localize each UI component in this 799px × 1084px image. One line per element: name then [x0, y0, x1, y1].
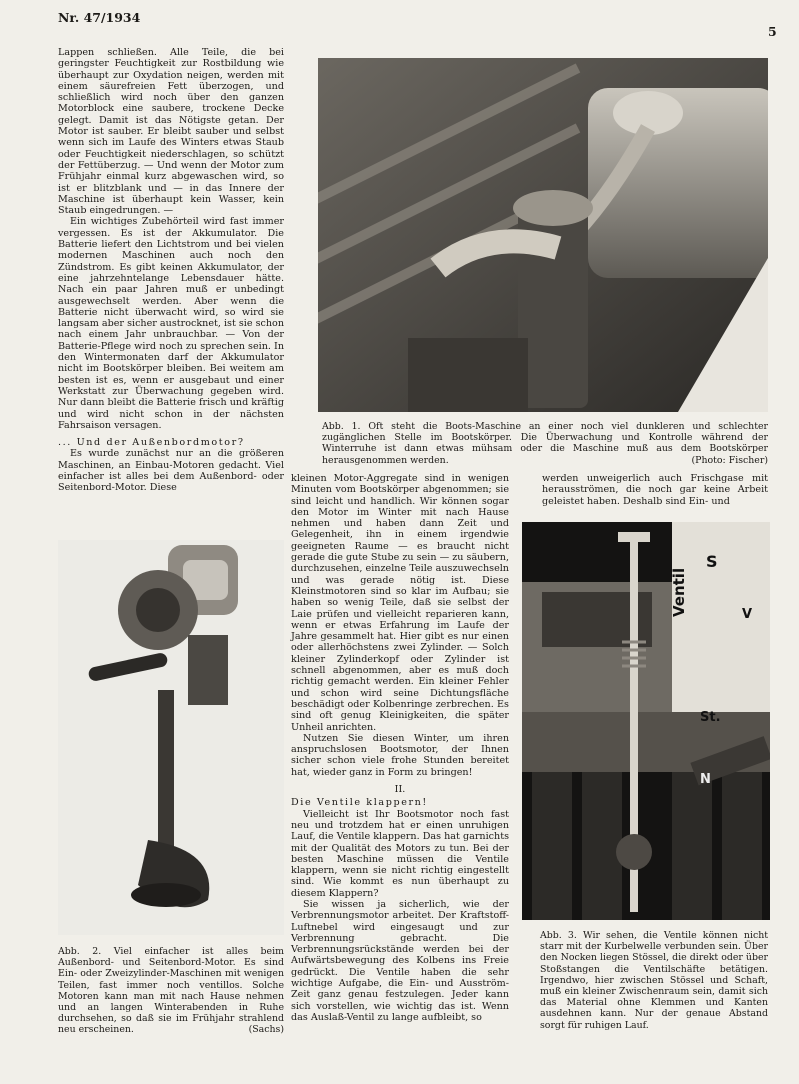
caption-text: Abb. 2. Viel einfacher ist alles beim Außenbord- und Seitenbord-Motor. Es sind Ein- oder Zweizylinder-Maschinen mit wenigen Teilen, fast immer noch ventillos. Solche Motoren kann man mit nach Hause nehmen und an langen Winterabenden in Ruhe durchsehen, so daß sie im Frühjahr strahlend neu erscheinen. — [58, 946, 284, 1036]
column-2 — [291, 473, 509, 1023]
paragraph: kleinen Motor-Aggregate sind in wenigen Minuten vom Bootskörper abgenommen; sie sind leicht und handlich. Wir können sogar den Motor im Winter mit nach Hause nehmen und haben dann Zeit und Gelegenheit, ihn in einem irgendwie geeigneten Raume — es braucht nicht gerade die gute Stube zu sein — zu säubern, durchzusehen, einzelne Teile auszuwechseln und was gerade nötig ist. Diese Kleinstmotoren sind so klar im Aufbau; sie haben so wenig Teile, daß sie selbst der Laie prüfen und vielleicht reparieren kann, wenn er etwas Erfahrung im Laufe der Jahre gesammelt hat. Hier gibt es nur einen oder allerhöchstens zwei Zylinder. — Solch kleiner Zylinderkopf oder Zylinder ist schnell abgenommen, aber es muß doch richtig gemacht werden. Ein kleiner Fehler und schon wird seine Dichtungsfläche beschädigt oder Kolbenringe zerbrechen. Es sind oft genug Kleinigkeiten, die später Unheil anrichten. — [291, 473, 509, 733]
caption-text: Abb. 3. Wir sehen, die Ventile können nicht starr mit der Kurbelwelle verbunden sein. Über den Nocken liegen Stössel, die direkt oder über Stoßstangen die Ventilschäfte betätigen. Irgendwo, hier zwischen Stössel und Schaft, muß ein kleiner Zwischenraum sein, damit sich das Material ohne Klemmen und Kanten ausdehnen kann. Nur der genaue Abstand sorgt für ruhigen Lauf. — [540, 930, 768, 1031]
section-heading: Die Ventile klappern! — [291, 797, 428, 809]
photo-credit: (Sachs) — [248, 1024, 284, 1036]
issue-number: Nr. 47/1934 — [58, 10, 141, 25]
section-number: II. — [394, 784, 406, 796]
label-s: S — [706, 552, 718, 571]
outboard-motor-photo — [58, 540, 284, 935]
paragraph: Ein wichtiges Zubehörteil wird fast immer vergessen. Es ist der Akkumulator. Die Batterie liefert den Lichtstrom und bei vielen modernen Maschinen auch noch den Zündstrom. Es gibt keinen Akkumulator, der eine jahrzehntelange Lebensdauer hätte. Nach ein paar Jahren muß er unbedingt ausgewechselt werden. Aber wenn die Batterie nicht überwacht wird, so wird sie langsam aber sicher austrocknet, ist sie schon nach einem Jahr unbrauchbar. — Von der Batterie-Pflege wird noch zu sprechen sein. In den Wintermonaten darf der Akkumulator nicht im Bootskörper bleiben. Bei weitem am besten ist es, wenn er ausgebaut und einer Werkstatt zur Überwachung gegeben wird. Nur dann bleibt die Batterie frisch und kräftig und wird nicht schon in der nächsten Fahrsaison versagen. — [58, 216, 285, 431]
label-ventil: Ventil — [670, 567, 688, 617]
engine-photo — [318, 58, 768, 412]
paragraph: Lappen schließen. Alle Teile, die bei geringster Feuchtigkeit zur Rostbildung wie überhaupt zur Oxydation neigen, werden mit einem säurefreien Fett überzogen, und schließlich wird noch über den ganzen Motorblock eine saubere, trockene Decke gelegt. Damit ist das Nötigste getan. Der Motor ist sauber. Er bleibt sauber und selbst wenn sich im Laufe des Winters etwas Staub oder Feuchtigkeit niederschlagen, so schützt der Fettüberzug. — Und wenn der Motor zum Frühjahr einmal kurz abgewaschen wird, so ist er blitzblank und — in das Innere der Maschine ist überhaupt kein Wasser, kein Staub eingedrungen. — — [58, 47, 284, 217]
photo-credit: (Photo: Fischer) — [691, 454, 768, 466]
column-1 — [58, 47, 284, 494]
figure-2-caption — [58, 946, 284, 1036]
column-3 — [542, 473, 768, 507]
engine-photo-illustration — [318, 58, 768, 412]
label-st: St. — [700, 710, 721, 725]
valve-diagram — [522, 522, 770, 920]
section-heading: ... Und der Außenbordmotor? — [58, 437, 245, 449]
paragraph: werden unweigerlich auch Frischgase mit herausströmen, die noch gar keine Arbeit geleistet haben. Deshalb sind Ein- und — [542, 473, 768, 507]
figure-3-caption — [540, 930, 768, 1031]
page-number: 5 — [768, 24, 777, 39]
paragraph: Nutzen Sie diesen Winter, um ihren anspruchslosen Bootsmotor, der Ihnen sicher schon viele frohe Stunden bereitet hat, wieder ganz in Form zu bringen! — [291, 732, 509, 778]
figure-1-caption — [322, 421, 768, 466]
label-n: N — [700, 772, 711, 787]
valve-diagram-illustration — [522, 522, 770, 920]
label-v: V — [742, 607, 753, 622]
paragraph: Sie wissen ja sicherlich, wie der Verbrennungsmotor arbeitet. Der Kraftstoff-Luftnebel wird eingesaugt und zur Verbrennung gebracht. Die Verbrennungsrückstände werden bei der Aufwärtsbewegung des Kolbens ins Freie gedrückt. Die Ventile haben die sehr wichtige Aufgabe, die Ein- und Ausström-Zeit ganz genau festzulegen. Jeder kann sich vorstellen, wie wichtig das ist. Wenn das Auslaß-Ventil zu lange aufbleibt, so — [291, 898, 509, 1023]
caption-text: Abb. 1. Oft steht die Boots-Maschine an einer noch viel dunkleren und schlechter zugänglichen Stelle im Bootskörper. Die Überwachung und Kontrolle während der Winterruhe ist dann etwas mühsam oder die Maschine muß aus dem Bootskörper herausgenommen werden. — [322, 421, 768, 466]
paragraph: Vielleicht ist Ihr Bootsmotor noch fast neu und trotzdem hat er einen unruhigen Lauf, die Ventile klappern. Das hat garnichts mit der Qualität des Motors zu tun. Bei der besten Maschine müssen die Ventile klappern, wenn sie nicht richtig eingestellt sind. Wie kommt es nun überhaupt zu diesem Klappern? — [291, 808, 509, 899]
paragraph: Es wurde zunächst nur an die größeren Maschinen, an Einbau-Motoren gedacht. Viel einfacher ist alles bei dem Außenbord- oder Seitenbord-Motor. Diese — [58, 448, 284, 494]
outboard-motor-illustration — [58, 540, 284, 935]
